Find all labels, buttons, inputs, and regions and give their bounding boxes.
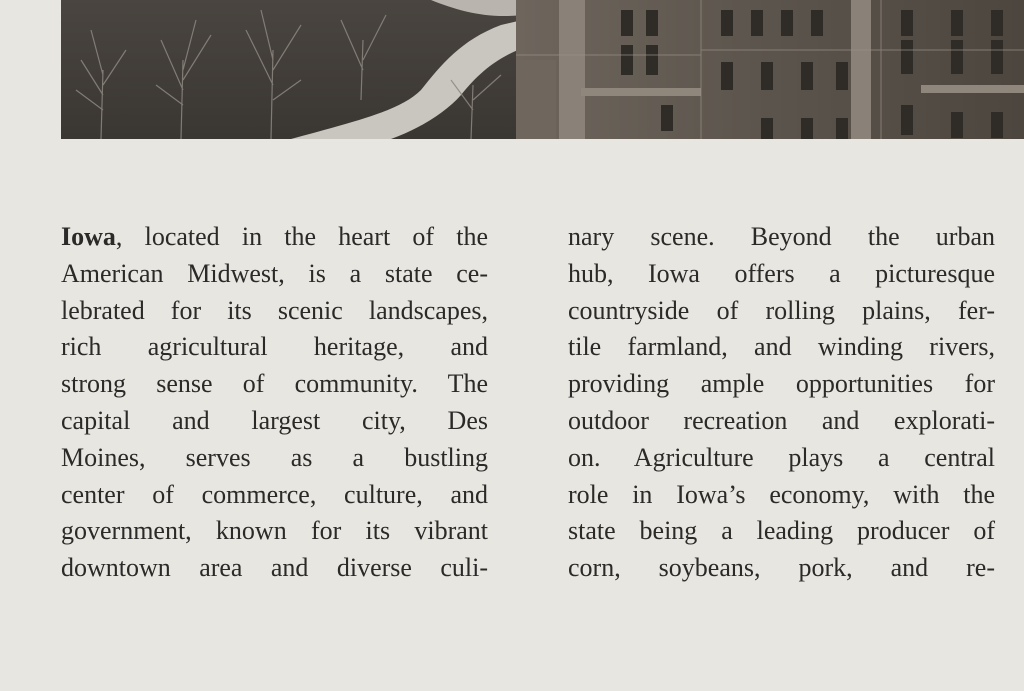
text-line: hub, Iowa offers a picturesque <box>568 258 995 288</box>
text-line: government, known for its vibrant <box>61 516 488 546</box>
text-line: outdoor recreation and explorati- <box>568 405 995 435</box>
text-line: on. Agriculture plays a central <box>568 442 995 472</box>
text-line: Moines, serves as a bustling <box>61 442 488 472</box>
text-line: American Midwest, is a state ce- <box>61 258 488 288</box>
text-line <box>61 219 488 256</box>
text-line: corn, soybeans, pork, and re- <box>568 553 995 583</box>
text-line: center of commerce, culture, and <box>61 479 488 509</box>
text-column-right <box>568 219 995 587</box>
text-line: rich agricultural heritage, and <box>61 332 488 362</box>
text-line: state being a leading producer of <box>568 516 995 546</box>
text-line: providing ample opportunities for <box>568 369 995 399</box>
text-line: nary scene. Beyond the urban <box>568 222 995 251</box>
lead-text: , located in the heart of the <box>115 222 488 251</box>
text-line: capital and largest city, Des <box>61 405 488 435</box>
text-line: tile farmland, and winding rivers, <box>568 332 995 362</box>
text-line: downtown area and diverse culi- <box>61 553 488 583</box>
header-photo <box>61 0 1024 139</box>
lead-term: Iowa <box>61 222 116 251</box>
text-line: lebrated for its scenic landscapes, <box>61 295 488 325</box>
text-line: countryside of rolling plains, fer- <box>568 295 995 325</box>
text-column-left <box>61 219 488 587</box>
text-line: strong sense of community. The <box>61 369 488 399</box>
text-line: role in Iowa’s economy, with the <box>568 479 995 509</box>
